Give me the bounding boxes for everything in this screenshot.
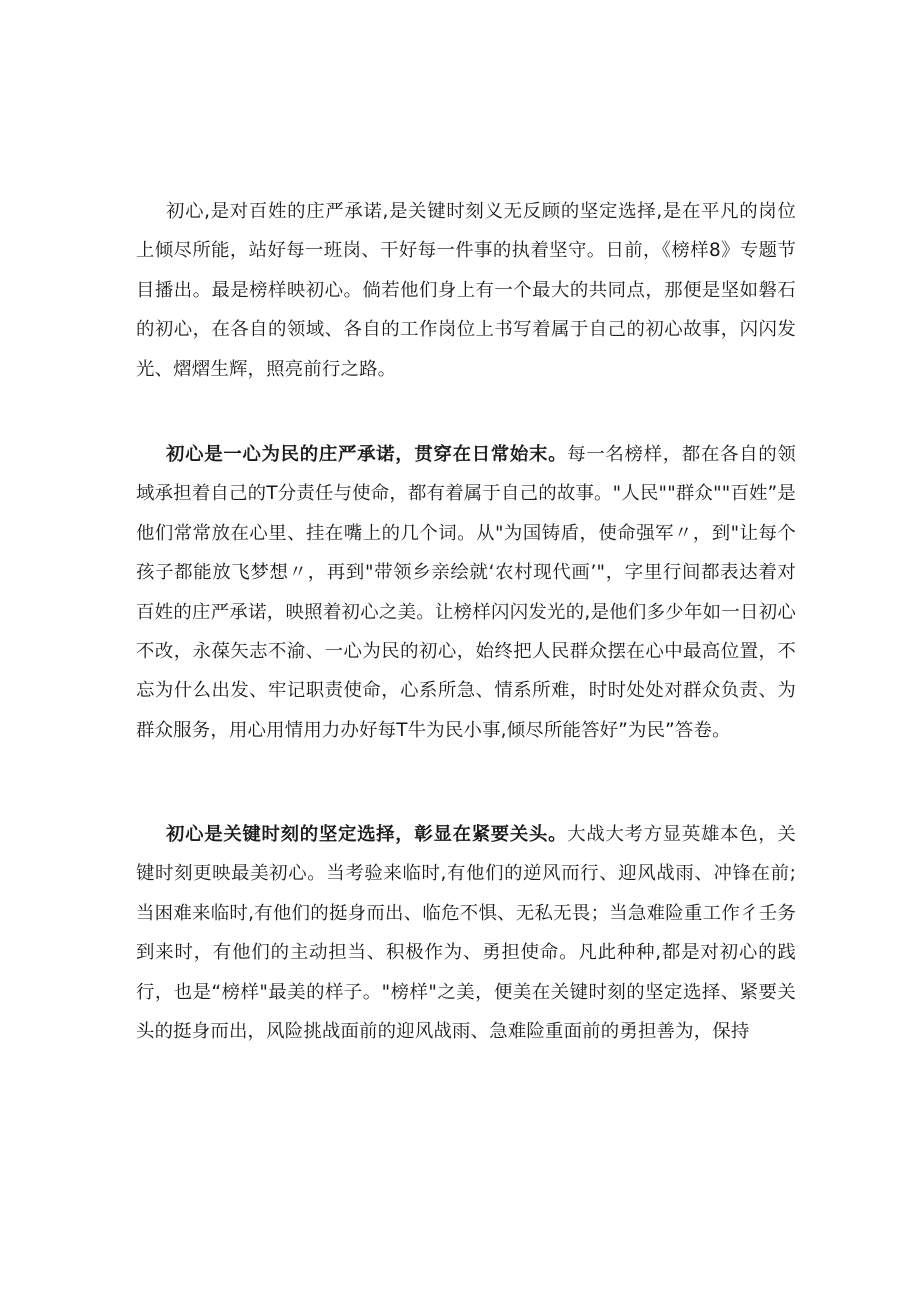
paragraph-lead: 初心是一心为民的庄严承诺，贯穿在日常始末。 [166,444,568,465]
paragraph-people-commitment [136,435,796,750]
paragraph-body: 每一名榜样，都在各自的领域承担着自己的T分责任与使命，都有着属于自己的故事。"人民""群众""百姓”是他们常常放在心里、挂在嘴上的几个词。从"为国铸盾，使命强军〃，到"让每个孩子都能放飞梦想〃，再到"带领乡亲绘就‘农村现代画’"，字里行间都表达着对百姓的庄严承诺，映照着初心之美。让榜样闪闪发光的,是他们多少年如一日初心不改，永葆矢志不渝、一心为民的初心，始终把人民群众摆在心中最高位置，不忘为什么出发、牢记职责使命，心系所急、情系所难，时时处处对群众负责、为群众服务，用心用情用力办好每T牛为民小事,倾尽所能答好”为民”答卷。 [136,444,796,741]
paragraph-critical-moment [136,815,796,1051]
paragraph-body: 大战大考方显英雄本色，关键时刻更映最美初心。当考验来临时,有他们的逆风而行、迎风战雨、冲锋在前;当困难来临时,有他们的挺身而出、临危不惧、无私无畏；当急难险重工作彳壬务到来时，有他们的主动担当、积极作为、勇担使命。凡此种种,都是对初心的践行，也是“榜样"最美的样子。"榜样"之美，便美在关键时刻的坚定选择、紧要关头的挺身而出，风险挑战面前的迎风战雨、急难险重面前的勇担善为，保持 [136,824,796,1043]
paragraph-intro [136,192,796,389]
paragraph-body: 初心,是对百姓的庄严承诺,是关键时刻义无反顾的坚定选择,是在平凡的岗位上倾尽所能，站好每一班岗、干好每一件事的执着坚守。日前，《榜样8》专题节目播出。最是榜样映初心。倘若他们身上有一个最大的共同点，那便是坚如磐石的初心，在各自的领域、各自的工作岗位上书写着属于自己的初心故事，闪闪发光、熠熠生辉，照亮前行之路。 [136,201,796,380]
paragraph-lead: 初心是关键时刻的坚定选择，彰显在紧要关头。 [166,824,568,845]
